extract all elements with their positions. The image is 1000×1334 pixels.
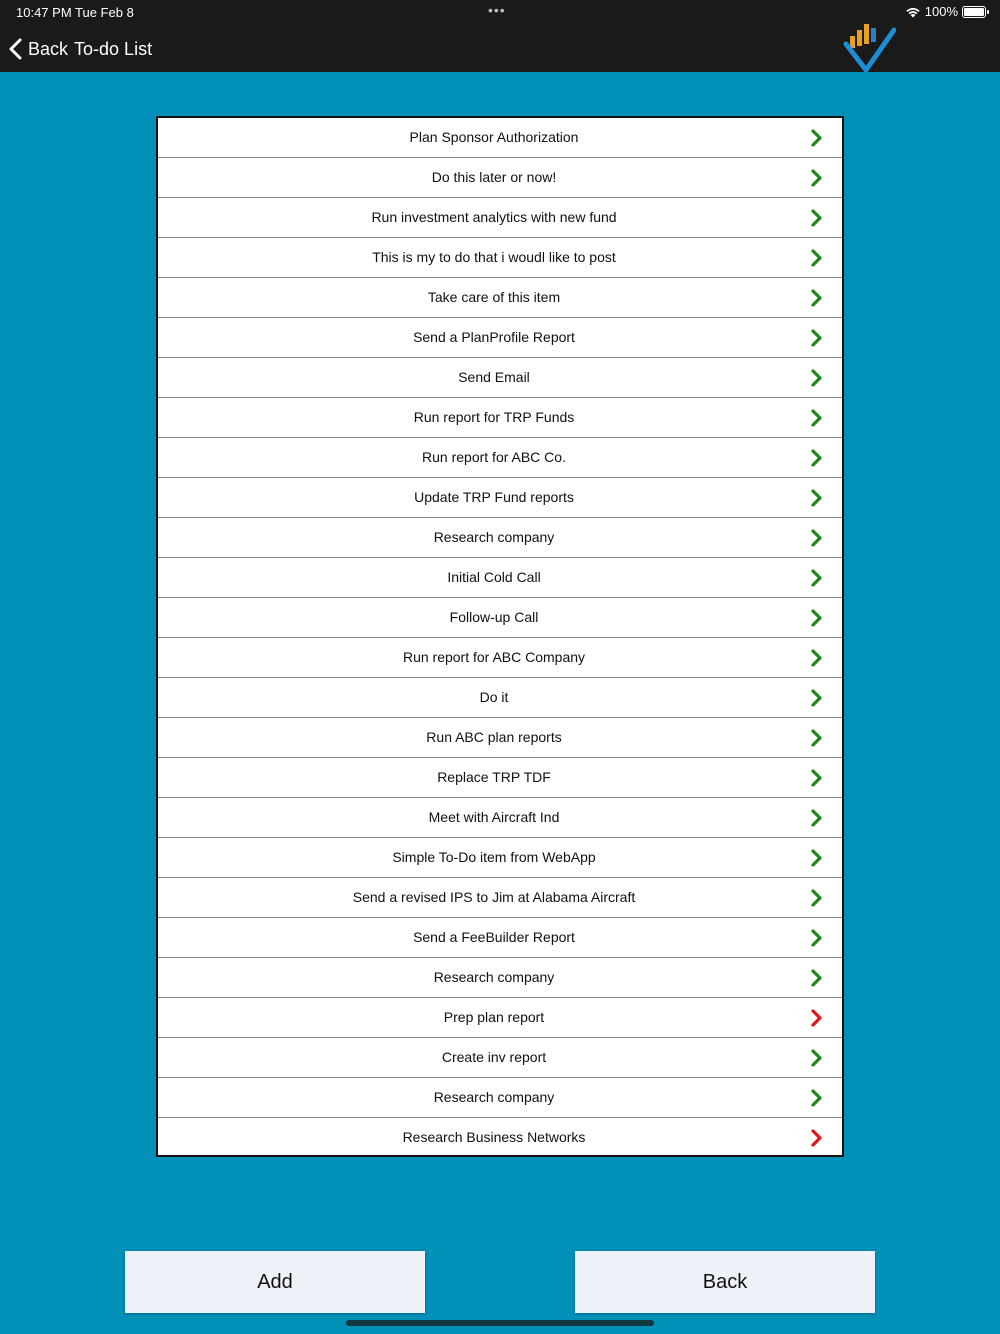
list-item[interactable]: [158, 158, 842, 198]
chevron-left-icon: [8, 38, 24, 60]
chevron-right-icon: [810, 368, 824, 388]
list-item-label: Plan Sponsor Authorization: [409, 129, 579, 145]
list-item[interactable]: [158, 398, 842, 438]
todo-list: [156, 116, 844, 1157]
chevron-right-icon: [810, 608, 824, 628]
list-item[interactable]: [158, 198, 842, 238]
page-title: To-do List: [74, 38, 153, 59]
list-item[interactable]: [158, 678, 842, 718]
list-item-label: Run investment analytics with new fund: [371, 209, 617, 225]
nav-back-label: Back: [28, 38, 69, 59]
list-item[interactable]: [158, 598, 842, 638]
chevron-right-icon: [810, 768, 824, 788]
chevron-right-icon: [810, 1008, 824, 1028]
back-button[interactable]: Back: [575, 1251, 875, 1313]
chevron-right-icon: [810, 808, 824, 828]
chevron-right-icon: [810, 1048, 824, 1068]
wifi-icon: [905, 6, 921, 18]
list-item[interactable]: [158, 318, 842, 358]
list-item[interactable]: [158, 998, 842, 1038]
list-item-label: Run ABC plan reports: [426, 729, 562, 745]
list-item-label: Research Business Networks: [402, 1129, 586, 1145]
list-item-label: Initial Cold Call: [447, 569, 541, 585]
add-button[interactable]: Add: [125, 1251, 425, 1313]
list-item[interactable]: [158, 278, 842, 318]
chevron-right-icon: [810, 328, 824, 348]
list-item-label: Update TRP Fund reports: [414, 489, 574, 505]
chevron-right-icon: [810, 408, 824, 428]
list-item[interactable]: [158, 558, 842, 598]
list-item[interactable]: [158, 118, 842, 158]
chevron-right-icon: [810, 488, 824, 508]
list-item-label: Send a PlanProfile Report: [413, 329, 575, 345]
chevron-right-icon: [810, 448, 824, 468]
chevron-right-icon: [810, 688, 824, 708]
chevron-right-icon: [810, 1128, 824, 1148]
list-item-label: Meet with Aircraft Ind: [428, 809, 560, 825]
list-item-label: Run report for ABC Co.: [422, 449, 566, 465]
list-item[interactable]: [158, 918, 842, 958]
list-item[interactable]: [158, 358, 842, 398]
list-item-label: Run report for ABC Company: [402, 649, 586, 665]
list-item-label: Simple To-Do item from WebApp: [392, 849, 596, 865]
status-time: 10:47 PM Tue Feb 8: [16, 5, 134, 20]
status-right: [905, 4, 986, 19]
chevron-right-icon: [810, 128, 824, 148]
top-bar: [0, 0, 1000, 72]
list-item-label: Follow-up Call: [449, 609, 539, 625]
list-item[interactable]: [158, 798, 842, 838]
chevron-right-icon: [810, 928, 824, 948]
chevron-right-icon: [810, 728, 824, 748]
battery-percent: 100%: [924, 4, 958, 19]
list-item[interactable]: [158, 238, 842, 278]
list-item-label: Send a FeeBuilder Report: [413, 929, 575, 945]
list-item-label: Replace TRP TDF: [437, 769, 551, 785]
chevron-right-icon: [810, 528, 824, 548]
list-item-label: Research company: [433, 1089, 555, 1105]
list-item-label: Run report for TRP Funds: [413, 409, 575, 425]
list-item[interactable]: [158, 1118, 842, 1158]
list-item-label: Research company: [433, 969, 555, 985]
list-item-label: Send Email: [458, 369, 530, 385]
chevron-right-icon: [810, 288, 824, 308]
list-item[interactable]: [158, 718, 842, 758]
chevron-right-icon: [810, 648, 824, 668]
nav-back-button[interactable]: [8, 36, 152, 62]
list-item-label: Do this later or now!: [431, 169, 557, 185]
list-item-label: Take care of this item: [427, 289, 561, 305]
list-item[interactable]: [158, 638, 842, 678]
list-item-label: Do it: [479, 689, 509, 705]
app-logo-icon: [842, 22, 896, 72]
list-item-label: This is my to do that i woudl like to post: [372, 249, 616, 265]
list-item[interactable]: [158, 518, 842, 558]
list-item[interactable]: [158, 1078, 842, 1118]
chevron-right-icon: [810, 568, 824, 588]
list-item-label: Send a revised IPS to Jim at Alabama Aircraft: [352, 889, 636, 905]
home-indicator: [346, 1320, 654, 1326]
multitasking-dots[interactable]: •••: [488, 2, 506, 18]
chevron-right-icon: [810, 848, 824, 868]
list-item[interactable]: [158, 958, 842, 998]
chevron-right-icon: [810, 1088, 824, 1108]
chevron-right-icon: [810, 248, 824, 268]
list-item[interactable]: [158, 878, 842, 918]
chevron-right-icon: [810, 168, 824, 188]
list-item[interactable]: [158, 478, 842, 518]
chevron-right-icon: [810, 968, 824, 988]
list-item[interactable]: [158, 838, 842, 878]
list-item[interactable]: [158, 1038, 842, 1078]
chevron-right-icon: [810, 208, 824, 228]
chevron-right-icon: [810, 888, 824, 908]
list-item-label: Research company: [433, 529, 555, 545]
list-item-label: Create inv report: [441, 1049, 547, 1065]
list-item[interactable]: [158, 438, 842, 478]
battery-icon: [962, 6, 986, 18]
list-item[interactable]: [158, 758, 842, 798]
list-item-label: Prep plan report: [443, 1009, 545, 1025]
